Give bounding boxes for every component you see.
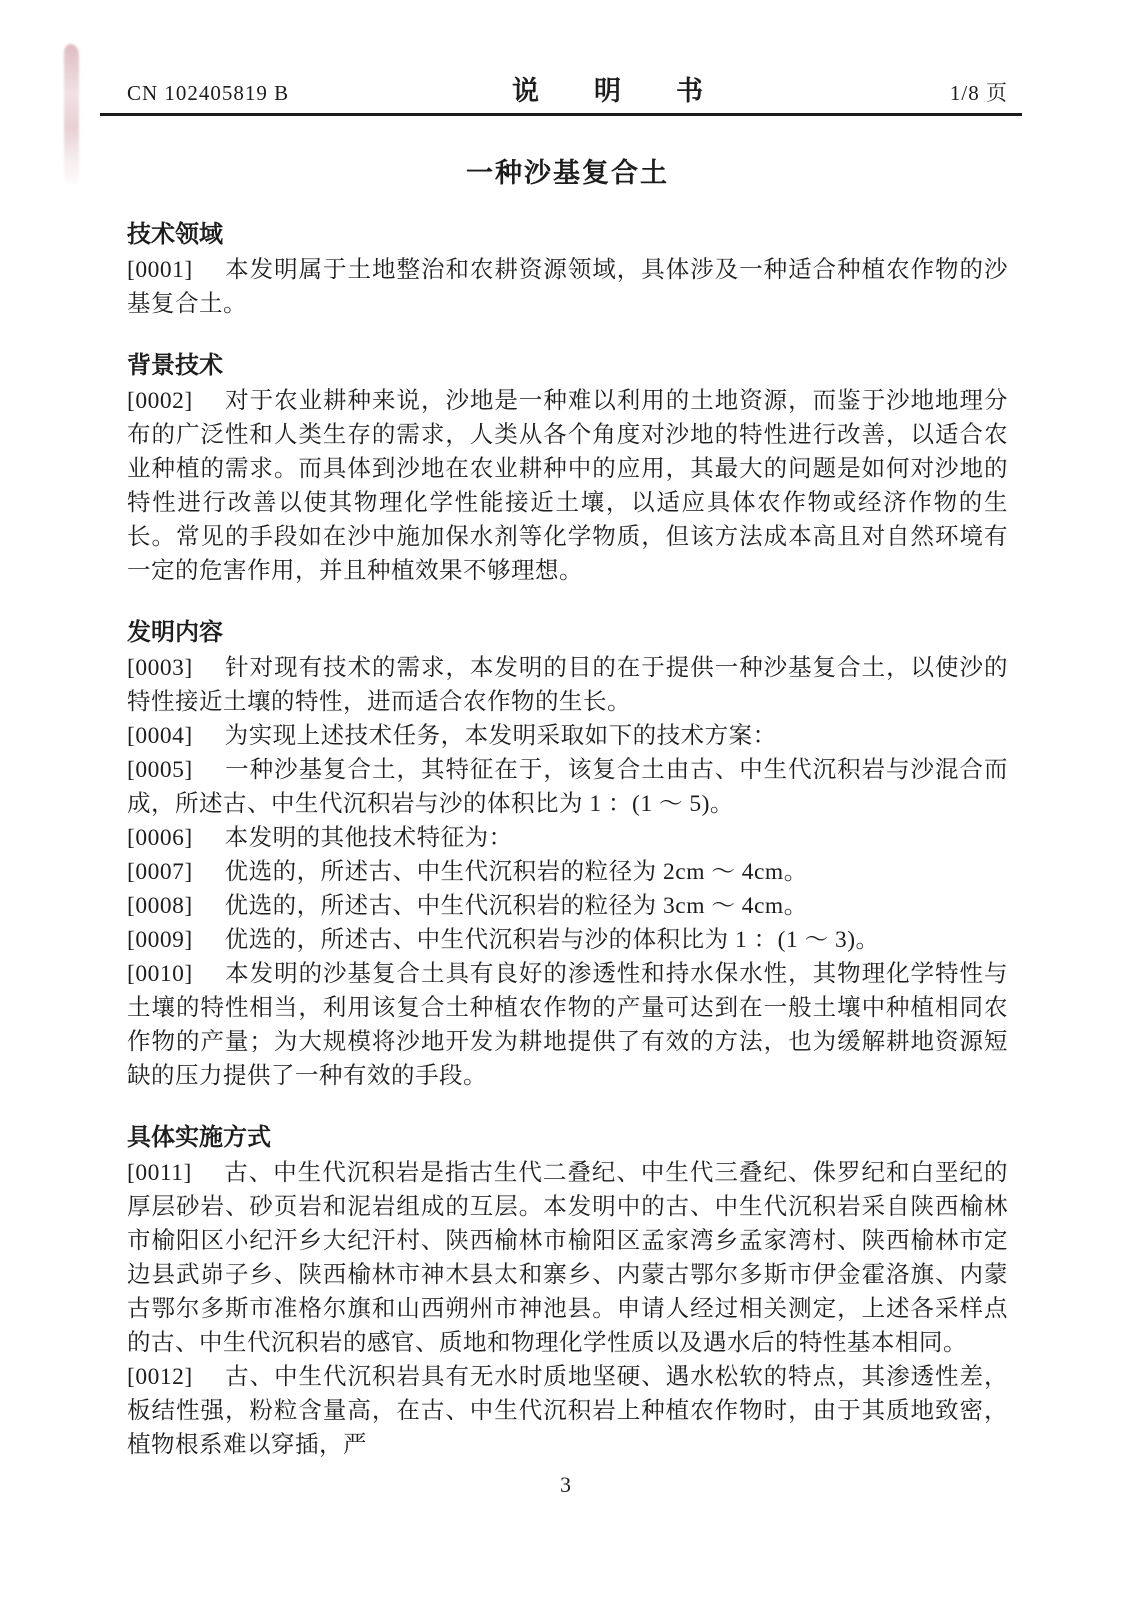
paragraph-text: 为实现上述技术任务，本发明采取如下的技术方案： — [224, 723, 777, 749]
page-header — [0, 0, 1131, 106]
paragraph-0005 — [127, 753, 1008, 821]
page-number: 3 — [560, 1472, 571, 1497]
paragraph-number: [0008] — [127, 893, 193, 919]
paragraph-number: [0009] — [127, 927, 193, 953]
paragraph-number: [0003] — [127, 655, 193, 681]
paragraph-0009 — [127, 923, 1008, 957]
paragraph-text: 本发明的沙基复合土具有良好的渗透性和持水保水性，其物理化学特性与土壤的特性相当，利用该复合土种植农作物的产量可达到在一般土壤中种植相同农作物的产量；为大规模将沙地开发为耕地提供了有效的方法，也为缓解耕地资源短缺的压力提供了一种有效的手段。 — [127, 961, 1008, 1089]
section-invention-content — [127, 616, 1008, 1093]
document-type-title: 说 明 书 — [512, 76, 718, 106]
paragraph-0007 — [127, 855, 1008, 889]
header-rule — [100, 113, 1022, 116]
paragraph-number: [0007] — [127, 859, 193, 885]
paragraph-text: 本发明属于土地整治和农耕资源领域，具体涉及一种适合种植农作物的沙基复合土。 — [127, 257, 1008, 317]
paragraph-number: [0005] — [127, 757, 193, 783]
section-background-art — [127, 349, 1008, 588]
paragraph-text: 优选的，所述古、中生代沉积岩的粒径为 3cm ～ 4cm。 — [224, 893, 808, 919]
paragraph-number: [0004] — [127, 723, 193, 749]
paragraph-number: [0012] — [127, 1364, 193, 1390]
scan-smudge-artifact — [64, 44, 79, 184]
paragraph-text: 一种沙基复合土，其特征在于，该复合土由古、中生代沉积岩与沙混合而成，所述古、中生代沉积岩与沙的体积比为 1 ：(1 ～ 5)。 — [127, 757, 1008, 817]
section-detailed-description — [127, 1121, 1008, 1462]
paragraph-0008 — [127, 889, 1008, 923]
paragraph-0004 — [127, 719, 1008, 753]
section-heading: 具体实施方式 — [127, 1124, 271, 1151]
section-heading: 技术领域 — [127, 221, 223, 248]
section-heading: 背景技术 — [127, 352, 223, 379]
paragraph-0012 — [127, 1360, 1008, 1462]
paragraph-text: 古、中生代沉积岩是指古生代二叠纪、中生代三叠纪、侏罗纪和白垩纪的厚层砂岩、砂页岩和泥岩组成的互层。本发明中的古、中生代沉积岩采自陕西榆林市榆阳区小纪汗乡大纪汗村、陕西榆林市榆阳区孟家湾乡孟家湾村、陕西榆林市定边县武峁子乡、陕西榆林市神木县太和寨乡、内蒙古鄂尔多斯市伊金霍洛旗、内蒙古鄂尔多斯市准格尔旗和山西朔州市神池县。申请人经过相关测定，上述各采样点的古、中生代沉积岩的感官、质地和物理化学性质以及遇水后的特性基本相同。 — [127, 1160, 1008, 1356]
paragraph-0006 — [127, 821, 1008, 855]
paragraph-number: [0010] — [127, 961, 193, 987]
paragraph-number: [0006] — [127, 825, 193, 851]
paragraph-number: [0002] — [127, 388, 193, 414]
paragraph-0010 — [127, 957, 1008, 1093]
paragraph-number: [0011] — [127, 1160, 192, 1186]
paragraph-text: 古、中生代沉积岩具有无水时质地坚硬、遇水松软的特点，其渗透性差，板结性强，粉粒含量高，在古、中生代沉积岩上种植农作物时，由于其质地致密，植物根系难以穿插，严 — [127, 1364, 1008, 1458]
page-footer — [0, 1472, 1131, 1498]
paragraph-text: 针对现有技术的需求，本发明的目的在于提供一种沙基复合土，以使沙的特性接近土壤的特性，进而适合农作物的生长。 — [127, 655, 1008, 715]
page-body — [0, 156, 1131, 1462]
invention-title: 一种沙基复合土 — [466, 158, 669, 188]
page-indicator: 1/8 页 — [949, 81, 1008, 105]
paragraph-text: 优选的，所述古、中生代沉积岩与沙的体积比为 1 ：(1 ～ 3)。 — [224, 927, 880, 953]
paragraph-0001 — [127, 253, 1008, 321]
section-technical-field — [127, 218, 1008, 321]
paragraph-text: 优选的，所述古、中生代沉积岩的粒径为 2cm ～ 4cm。 — [224, 859, 808, 885]
document-number: CN 102405819 B — [127, 81, 290, 105]
paragraph-text: 本发明的其他技术特征为： — [224, 825, 513, 851]
section-heading: 发明内容 — [127, 619, 223, 646]
paragraph-number: [0001] — [127, 257, 193, 283]
paragraph-text: 对于农业耕种来说，沙地是一种难以利用的土地资源，而鉴于沙地地理分布的广泛性和人类生存的需求，人类从各个角度对沙地的特性进行改善，以适合农业种植的需求。而具体到沙地在农业耕种中的应用，其最大的问题是如何对沙地的特性进行改善以使其物理化学性能接近土壤，以适应具体农作物或经济作物的生长。常见的手段如在沙中施加保水剂等化学物质，但该方法成本高且对自然环境有一定的危害作用，并且种植效果不够理想。 — [127, 388, 1008, 584]
paragraph-0003 — [127, 651, 1008, 719]
paragraph-0002 — [127, 384, 1008, 588]
paragraph-0011 — [127, 1156, 1008, 1360]
